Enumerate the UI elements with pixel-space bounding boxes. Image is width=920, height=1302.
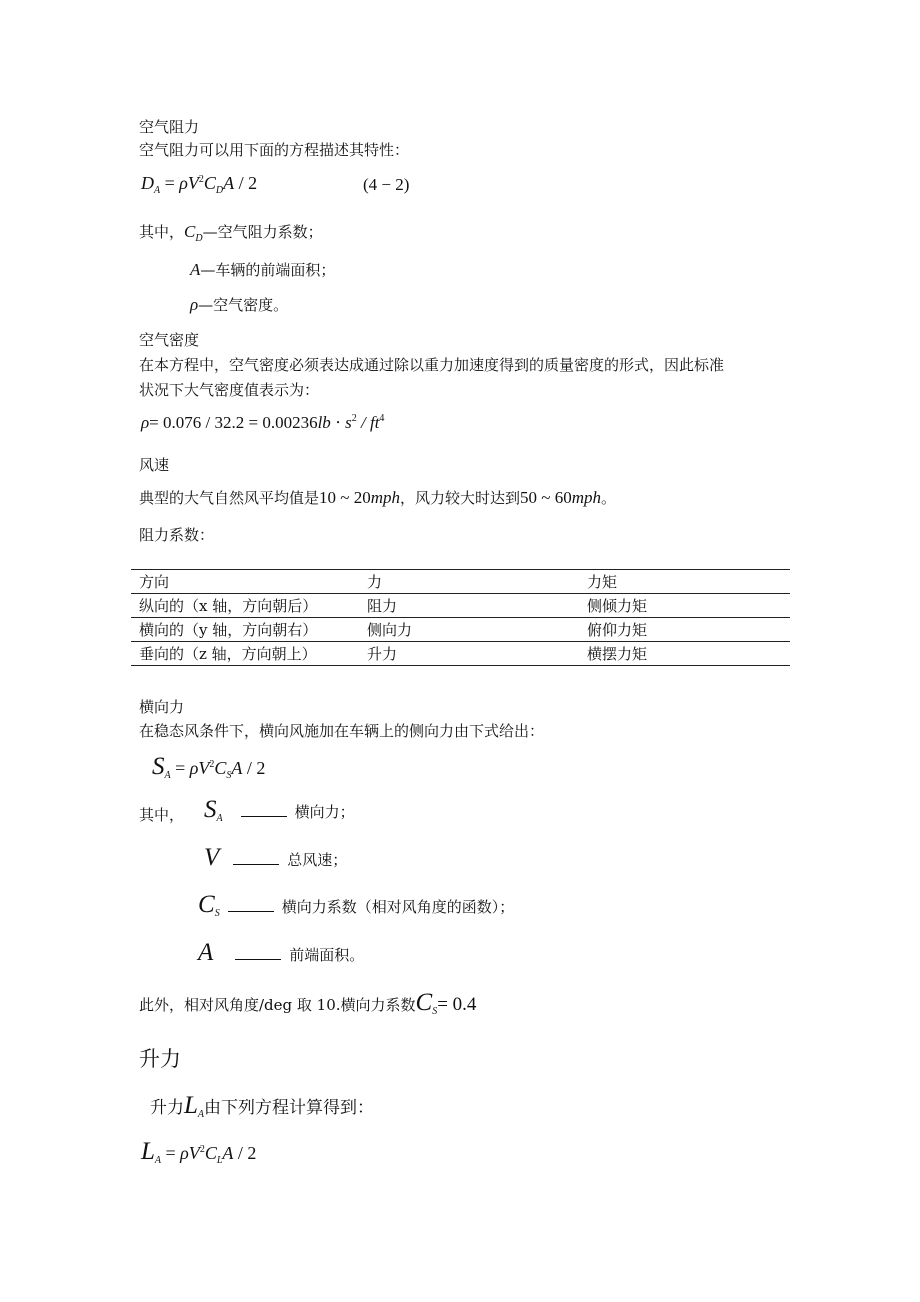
lift-equation: $L_A = \rho V^2C_LA / 2$ [141, 1138, 257, 1166]
table-cell: 纵向的（x 轴，方向朝后） [131, 594, 359, 618]
table-header-cell: 力 [359, 570, 579, 594]
table-cell: 升力 [359, 642, 579, 666]
heading-lift: 升力 [139, 1047, 181, 1071]
table-row [131, 618, 790, 642]
table-header-row [131, 570, 790, 594]
table-cell: 横摆力矩 [579, 642, 790, 666]
table-cell: 侧向力 [359, 618, 579, 642]
table-row [131, 594, 790, 618]
rho-definition: ρ—空气密度。 [190, 295, 289, 314]
table-row [131, 642, 790, 666]
heading-wind-speed: 风速 [139, 456, 170, 474]
a2-definition: A 前端面积。 [198, 939, 365, 966]
heading-drag-coefficient: 阻力系数： [139, 526, 215, 544]
air-drag-description: 空气阻力可以用下面的方程描述其特性： [139, 141, 410, 159]
sa-definition: $S_A$ 横向力； [204, 796, 355, 824]
table-cell: 阻力 [359, 594, 579, 618]
table-cell: 横向的（y 轴，方向朝右） [131, 618, 359, 642]
drag-equation: $D_A = \rho V^2C_DA / 2$ [141, 173, 258, 196]
cs-definition: $C_S$ 横向力系数（相对风角度的函数）； [198, 891, 515, 919]
side-force-equation: $S_A = \rho V^2C_SA / 2$ [152, 753, 266, 781]
relative-wind-note: 此外，相对风角度/deg 取 10.横向力系数$C_S= 0.4$ [139, 989, 477, 1017]
a-definition: A—车辆的前端面积； [190, 260, 336, 279]
table-cell: 俯仰力矩 [579, 618, 790, 642]
cd-definition-text: —空气阻力系数； [202, 223, 323, 241]
coefficient-table [131, 569, 790, 666]
table-header-cell: 力矩 [579, 570, 790, 594]
cd-definition: 其中，$C_D—$空气阻力系数； [139, 222, 323, 244]
density-equation: $\rho= 0.076 / 32.2 = 0.00236lb \cdot s^2 / ft^4$ [141, 413, 385, 432]
rho-definition-text: —空气密度。 [198, 296, 289, 314]
heading-air-density: 空气密度 [139, 331, 200, 349]
heading-side-force: 横向力 [139, 698, 185, 716]
density-description-line1: 在本方程中，空气密度必须表达成通过除以重力加速度得到的质量密度的形式，因此标准 [139, 356, 725, 374]
table-cell: 侧倾力矩 [579, 594, 790, 618]
drag-equation-number: (4 − 2) [363, 175, 410, 194]
v-definition: V 总风速； [204, 844, 348, 871]
lift-description: 升力$L_A$由下列方程计算得到： [150, 1092, 375, 1120]
table-header-cell: 方向 [131, 570, 359, 594]
table-cell: 垂向的（z 轴，方向朝上） [131, 642, 359, 666]
wind-description: 典型的大气自然风平均值是10 ~ 20mph，风力较大时达到50 ~ 60mph。 [139, 488, 617, 507]
where-label-2: 其中， [139, 806, 185, 824]
where-label: 其中， [139, 223, 185, 241]
heading-air-drag: 空气阻力 [139, 118, 200, 136]
side-force-description: 在稳态风条件下，横向风施加在车辆上的侧向力由下式给出： [139, 722, 545, 740]
a-definition-text: —车辆的前端面积； [200, 261, 336, 279]
density-description-line2: 状况下大气密度值表示为： [139, 381, 320, 399]
